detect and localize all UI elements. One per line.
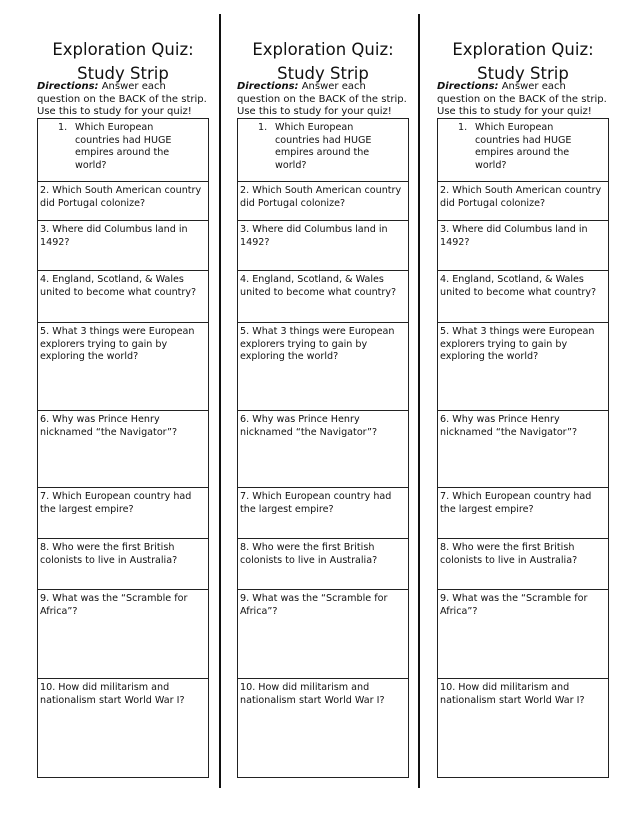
question-3-text: 3. Where did Columbus land in 1492? bbox=[440, 224, 588, 248]
question-5-text: 5. What 3 things were European explorers trying to gain by exploring the world? bbox=[440, 326, 595, 362]
question-6-text: 6. Why was Prince Henry nicknamed “the Navigator”? bbox=[440, 414, 578, 438]
question-2-text: 2. Which South American country did Portugal colonize? bbox=[440, 185, 602, 209]
strip-divider-2 bbox=[418, 14, 420, 788]
question-1-text: Which European countries had HUGE empires around the world? bbox=[275, 122, 372, 171]
title-line-1: Exploration Quiz: bbox=[452, 40, 594, 59]
question-1-number: 1. bbox=[258, 122, 268, 133]
question-row-2 bbox=[38, 181, 208, 220]
question-2-text: 2. Which South American country did Portugal colonize? bbox=[40, 185, 202, 209]
question-row-8 bbox=[238, 538, 408, 589]
question-table bbox=[237, 118, 409, 778]
question-4-text: 4. England, Scotland, & Wales united to become what country? bbox=[440, 274, 597, 298]
question-row-10 bbox=[38, 678, 208, 777]
question-row-5 bbox=[38, 322, 208, 410]
question-8-text: 8. Who were the first British colonists to live in Australia? bbox=[440, 542, 578, 566]
question-10-text: 10. How did militarism and nationalism start World War I? bbox=[440, 682, 585, 706]
title-line-2: Study Strip bbox=[77, 64, 169, 83]
question-7-text: 7. Which European country had the largest empire? bbox=[240, 491, 392, 515]
question-row-5 bbox=[438, 322, 608, 410]
question-row-6 bbox=[438, 410, 608, 487]
question-1-number: 1. bbox=[458, 122, 468, 133]
question-4-text: 4. England, Scotland, & Wales united to become what country? bbox=[240, 274, 397, 298]
question-row-4 bbox=[238, 270, 408, 322]
question-1-number: 1. bbox=[58, 122, 68, 133]
question-row-10 bbox=[438, 678, 608, 777]
strip-divider-1 bbox=[219, 14, 221, 788]
question-row-2 bbox=[238, 181, 408, 220]
question-8-text: 8. Who were the first British colonists to live in Australia? bbox=[40, 542, 178, 566]
question-5-text: 5. What 3 things were European explorers trying to gain by exploring the world? bbox=[240, 326, 395, 362]
question-4-text: 4. England, Scotland, & Wales united to become what country? bbox=[40, 274, 197, 298]
question-1-text: Which European countries had HUGE empires around the world? bbox=[475, 122, 572, 171]
question-row-3 bbox=[38, 220, 208, 270]
strip-title bbox=[37, 38, 209, 86]
directions-text: Answer each question on the BACK of the strip. Use this to study for your quiz! bbox=[37, 81, 207, 117]
question-7-text: 7. Which European country had the largest empire? bbox=[40, 491, 192, 515]
question-row-9 bbox=[38, 589, 208, 678]
question-6-text: 6. Why was Prince Henry nicknamed “the Navigator”? bbox=[240, 414, 378, 438]
question-2-text: 2. Which South American country did Portugal colonize? bbox=[240, 185, 402, 209]
question-row-7 bbox=[38, 487, 208, 538]
question-row-2 bbox=[438, 181, 608, 220]
question-7-text: 7. Which European country had the largest empire? bbox=[440, 491, 592, 515]
title-line-1: Exploration Quiz: bbox=[52, 40, 194, 59]
question-row-6 bbox=[38, 410, 208, 487]
question-9-text: 9. What was the “Scramble for Africa”? bbox=[440, 593, 588, 617]
directions-text: Answer each question on the BACK of the strip. Use this to study for your quiz! bbox=[237, 81, 407, 117]
question-row-4 bbox=[38, 270, 208, 322]
question-row-1 bbox=[238, 119, 408, 181]
question-row-8 bbox=[438, 538, 608, 589]
question-9-text: 9. What was the “Scramble for Africa”? bbox=[40, 593, 188, 617]
directions-label: Directions: bbox=[437, 81, 499, 92]
directions bbox=[437, 81, 609, 119]
question-row-5 bbox=[238, 322, 408, 410]
question-row-6 bbox=[238, 410, 408, 487]
question-table bbox=[437, 118, 609, 778]
strip-title bbox=[437, 38, 609, 86]
question-3-text: 3. Where did Columbus land in 1492? bbox=[240, 224, 388, 248]
question-10-text: 10. How did militarism and nationalism start World War I? bbox=[240, 682, 385, 706]
directions-label: Directions: bbox=[237, 81, 299, 92]
question-row-3 bbox=[438, 220, 608, 270]
question-3-text: 3. Where did Columbus land in 1492? bbox=[40, 224, 188, 248]
directions-text: Answer each question on the BACK of the strip. Use this to study for your quiz! bbox=[437, 81, 607, 117]
directions-label: Directions: bbox=[37, 81, 99, 92]
question-row-9 bbox=[238, 589, 408, 678]
strip-title bbox=[237, 38, 409, 86]
question-row-8 bbox=[38, 538, 208, 589]
question-6-text: 6. Why was Prince Henry nicknamed “the Navigator”? bbox=[40, 414, 178, 438]
question-row-9 bbox=[438, 589, 608, 678]
question-row-10 bbox=[238, 678, 408, 777]
question-9-text: 9. What was the “Scramble for Africa”? bbox=[240, 593, 388, 617]
question-row-7 bbox=[438, 487, 608, 538]
directions bbox=[37, 81, 209, 119]
title-line-1: Exploration Quiz: bbox=[252, 40, 394, 59]
question-5-text: 5. What 3 things were European explorers trying to gain by exploring the world? bbox=[40, 326, 195, 362]
question-10-text: 10. How did militarism and nationalism start World War I? bbox=[40, 682, 185, 706]
question-row-7 bbox=[238, 487, 408, 538]
question-row-1 bbox=[438, 119, 608, 181]
question-8-text: 8. Who were the first British colonists to live in Australia? bbox=[240, 542, 378, 566]
question-table bbox=[37, 118, 209, 778]
title-line-2: Study Strip bbox=[477, 64, 569, 83]
question-row-1 bbox=[38, 119, 208, 181]
question-1-text: Which European countries had HUGE empires around the world? bbox=[75, 122, 172, 171]
directions bbox=[237, 81, 409, 119]
title-line-2: Study Strip bbox=[277, 64, 369, 83]
question-row-3 bbox=[238, 220, 408, 270]
question-row-4 bbox=[438, 270, 608, 322]
